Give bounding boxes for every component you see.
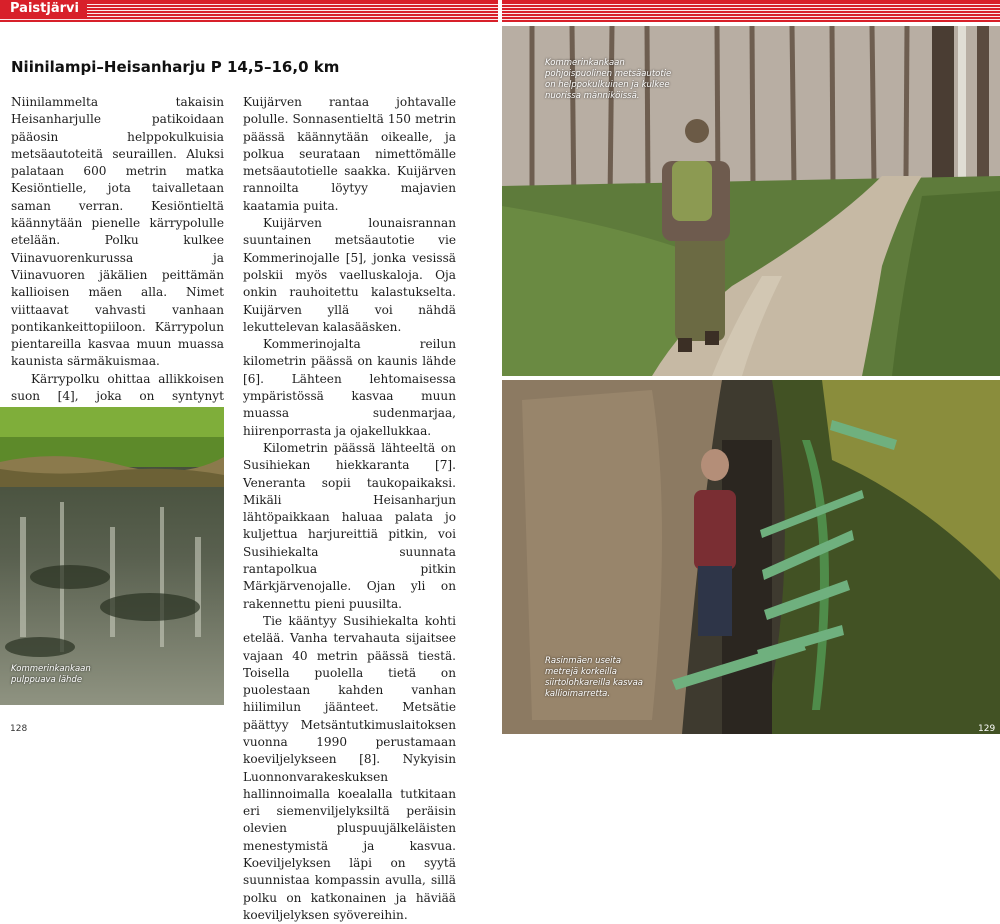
text-column-2 [243, 94, 456, 924]
page-number-left: 128 [10, 724, 28, 734]
header-stripes [502, 2, 1000, 20]
page-number-right: 129 [978, 724, 996, 734]
paragraph: Niinilammelta takaisin Heisanharjulle patikoidaan pääosin helppokulkuisia metsäautoteitä seuraillen. Aluksi palataan 600 metrin matka Kesiöntielle, jota taivalletaan saman verran. Kesiöntieltä käännytään pienelle kärrypolulle etelään. Polku kulkee Viinavuorenkurussa ja Viinavuoren jäkälien peittämän kallioisen mäen alla. Nimet viittaavat vahvasti vanhaan pontikankeittopiiloon. Kärrypolun pientareilla kasvaa muun muassa kaunista särmäkuismaa. [11, 95, 224, 369]
header-band-left [0, 0, 498, 22]
paragraph: Kärrypolku ohittaa allikkoisen suon [4], joka on syntynyt [11, 371, 224, 404]
paragraph: Kilometrin päässä lähteeltä on Susihiekan hiekkaranta [7]. Veneranta sopii taukopaikaksi. Mikäli Heisanharjun lähtöpaikkaan haluaa palata jo kuljettua harjureittiä pitkin, voi Susihiekalta suunnata rantapolkua pitkin Märkjärvenojalle. Ojan yli on rakennettu pieni puusilta. [243, 440, 456, 611]
article-heading: Niinilampi–Heisanharju P 14,5–16,0 km [11, 58, 340, 76]
paragraph: Kommerinojalta reilun kilometrin päässä on kaunis lähde [6]. Lähteen lehtomaisessa ympäristössä kasvaa muun muassa sudenmarjaa, hiirenporrasta ja ojakellukkaa. [243, 337, 456, 438]
paragraph: Kuijärven rantaa johtavalle polulle. Sonnasentieltä 150 metrin päässä käännytään oikealle, ja polkua seurataan nimettömälle metsäautotielle saakka. Kuijärven rannoilta löytyy majavien kaatamia puita. [243, 95, 456, 213]
paragraph: Tie kääntyy Susihiekalta kohti etelää. Vanha tervahauta sijaitsee vajaan 40 metrin päässä tiestä. Toisella puolella tietä on puolestaan kahden vanhan hiilimilun jäänteet. Metsätie päättyy Metsäntutkimuslaitoksen vuonna 1990 perustamaan koeviljelykseen [8]. Nykyisin Luonnonvarakeskuksen hallinnoimalla koealalla tutkitaan eri siemenviljelyksiltä peräisin olevien pluspuujälkeläisten menestymistä ja kasvua. Koeviljelyksen läpi on syytä suunnistaa kompassin avulla, sillä polku on katkonainen ja häviää koeviljelyksen syövereihin. [243, 613, 456, 922]
road-caption: Kommerinkankaan pohjoispuolinen metsäautotie on helppokulkuinen ja kulkee nuorissa männiköissä. [545, 58, 672, 101]
paragraph: Kuijärven lounaisrannan suuntainen metsäautotie vie Kommerinojalle [5], jonka vesissä polskii myös vaelluskaloja. Oja onkin rauhoitettu kalastukselta. Kuijärven yllä voi nähdä lekuttelevan kalasääsken. [243, 216, 456, 334]
spring-caption: Kommerinkankaan pulppuava lähde [11, 664, 91, 685]
section-title: Paistjärvi [0, 0, 87, 17]
header-band-right [502, 0, 1000, 22]
spring-photo [0, 407, 224, 705]
fern-caption: Rasinmäen useita metrejä korkeilla siirtolohkareilla kasvaa kallioimarretta. [545, 656, 643, 699]
